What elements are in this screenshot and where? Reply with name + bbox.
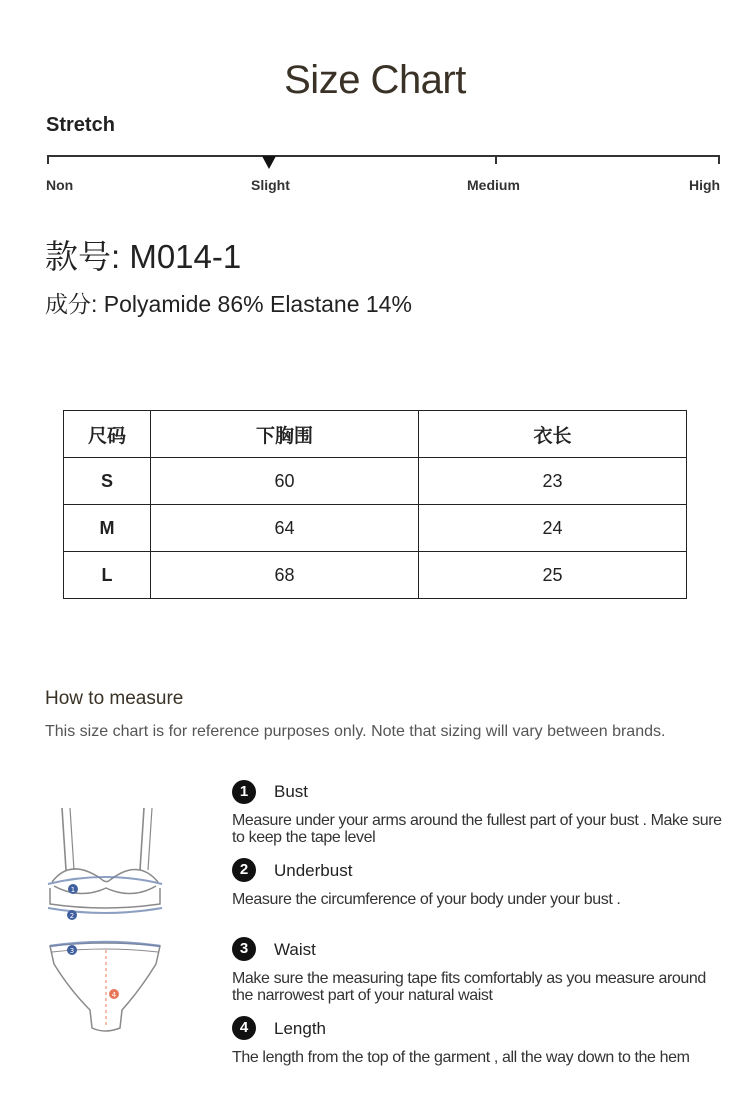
item-desc-underbust: Measure the circumference of your body under your bust .	[232, 891, 621, 908]
item-title-length: Length	[274, 1019, 326, 1038]
stretch-level-slight: Slight	[251, 177, 290, 193]
reference-note: This size chart is for reference purposes only. Note that sizing will vary between brands.	[45, 723, 666, 740]
composition: 成分: Polyamide 86% Elastane 14%	[45, 291, 412, 317]
how-to-measure-heading: How to measure	[45, 688, 184, 709]
stretch-tick-medium	[495, 155, 497, 164]
marker-2-label: 2	[69, 912, 75, 920]
marker-3-label: 3	[69, 947, 75, 955]
stretch-selected-marker	[262, 156, 276, 169]
stretch-level-medium: Medium	[467, 177, 520, 193]
cell-size: S	[64, 458, 151, 505]
badge-underbust: 2	[232, 858, 256, 882]
stretch-level-non: Non	[46, 177, 74, 193]
table-row	[64, 505, 687, 552]
table-row	[64, 458, 687, 505]
badge-waist: 3	[232, 937, 256, 961]
cell-length: 24	[419, 505, 687, 552]
marker-4-label: 4	[111, 991, 117, 999]
stretch-label: Stretch	[46, 114, 115, 136]
cell-length: 25	[419, 552, 687, 599]
item-title-bust: Bust	[274, 782, 309, 801]
stretch-level-high: High	[689, 177, 721, 193]
header-length: 衣长	[419, 411, 687, 458]
item-title-underbust: Underbust	[274, 861, 353, 880]
header-underbust: 下胸围	[151, 411, 419, 458]
cell-underbust: 64	[151, 505, 419, 552]
header-size: 尺码	[64, 411, 151, 458]
page-title: Size Chart	[284, 58, 466, 102]
garment-illustration	[40, 800, 170, 1040]
cell-size: M	[64, 505, 151, 552]
model-number: 款号: M014-1	[45, 238, 242, 275]
cell-underbust: 60	[151, 458, 419, 505]
size-table	[63, 410, 687, 599]
item-desc-waist: Make sure the measuring tape fits comfortably as you measure around the narrowest part of your natural waist	[232, 970, 706, 1004]
stretch-tick-high	[718, 155, 720, 164]
stretch-scale-line	[47, 155, 720, 157]
item-desc-length: The length from the top of the garment , all the way down to the hem	[232, 1049, 690, 1066]
stretch-tick-non	[47, 155, 49, 164]
table-header-row	[64, 411, 687, 458]
badge-length: 4	[232, 1016, 256, 1040]
item-title-waist: Waist	[274, 940, 316, 959]
item-desc-bust: Measure under your arms around the fullest part of your bust . Make sure to keep the tape level	[232, 812, 722, 846]
cell-size: L	[64, 552, 151, 599]
cell-underbust: 68	[151, 552, 419, 599]
cell-length: 23	[419, 458, 687, 505]
badge-bust: 1	[232, 780, 256, 804]
table-row	[64, 552, 687, 599]
marker-1-label: 1	[70, 886, 76, 894]
